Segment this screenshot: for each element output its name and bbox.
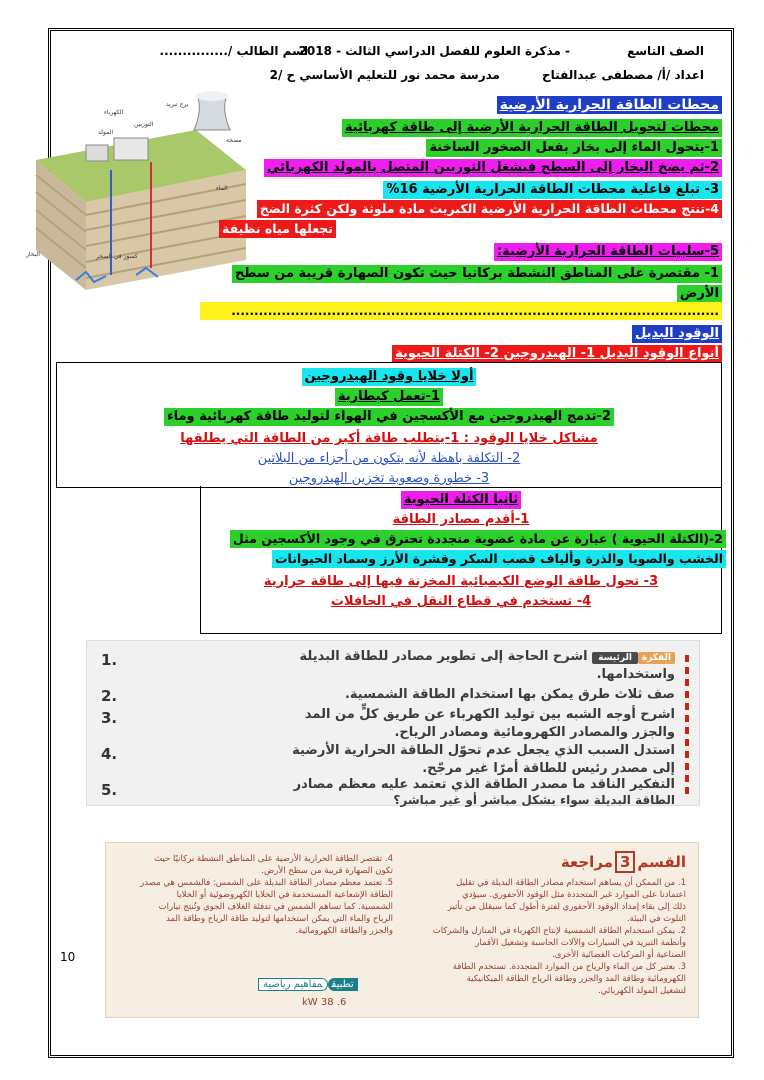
svg-text:الكهرباء: الكهرباء (104, 109, 124, 116)
svg-text:التوربين: التوربين (134, 121, 154, 128)
question-3-line-2: والجزر والمصادر الكهرومائية ومصادر الرياح. (394, 725, 675, 740)
header-school: مدرسة محمد نور للتعليم الأساسي ح /2 (269, 68, 500, 82)
hydrogen-line-4: 2- التكلفة باهظة لأنه يتكون من أجزاء من البلاتين (257, 451, 521, 466)
header-prepared-by: اعداد /أ/ مصطفى عبدالفتاح (542, 68, 704, 82)
question-3-line-1: اشرح أوجه الشبه بين توليد الكهرباء عن طريق كلٍّ من المد (304, 707, 675, 722)
svg-text:الماء: الماء (216, 185, 228, 192)
header-grade: الصف التاسع (627, 44, 704, 58)
geothermal-point-5b: الأرض (677, 285, 722, 303)
page-number: 10 (60, 950, 76, 964)
question-5-line-2: الطاقة البديلة سواء بشكل مباشر أو غير مباشر؟ (393, 793, 675, 807)
geothermal-point-4b: تجعلها مياه نظيفة (219, 220, 336, 238)
alt-fuel-types: أنواع الوقود البديل 1- الهيدروجين 2- الكتلة الحيوية (392, 345, 722, 363)
question-2: صف ثلاث طرق يمكن بها استخدام الطاقة الشمسية. (344, 687, 675, 702)
header-student-name: اسم الطالب /............... (159, 44, 308, 58)
question-5-line-1: التفكير الناقد ما مصدر الطاقة الذي تعتمد عليه معظم مصادر (293, 777, 675, 792)
svg-text:المولد: المولد (98, 129, 114, 136)
geothermal-point-5a: 1- مقتصرة على المناطق النشطة بركانيا حيث تكون الصهارة قريبة من سطح (232, 265, 722, 283)
geothermal-heading: محطات الطاقة الحرارية الأرضية (497, 94, 722, 114)
geothermal-point-4a: 4-تنتج محطات الطاقة الحرارية الأرضية الكبريت مادة ملوثة ولكن كثرة الضخ (257, 200, 722, 218)
svg-text:كسور في الصخر: كسور في الصخر (96, 253, 138, 260)
dashed-margin (685, 655, 689, 795)
question-1-line-2: واستخدامها. (596, 667, 675, 682)
biomass-line-3: الخشب والصويا والذرة وألياف قصب السكر وقشرة الأرز وسماد الحيوانات (272, 550, 726, 568)
answers-left-column: 4. تقتصر الطاقة الحرارية الأرضية على المناطق النشطة بركانيًا حيث تكون الصهارة قريبة من سطح الأرض. 5. تعتمد معظم مصادر الطاقة البديلة على الشمس: فالشمس هي مصدر الطاقة الإشعاعية المستخدمة في الخلايا الكهروضوئية أو الخلايا الشمسية. كما تساهم الشمس في تدفئة الغلاف الجوي وتُنتج تيارات الرياح والماء التي يمكن استخدامها لتوليد طاقة الرياح وطاقة المد والجزر والطاقة الكهرومائية. (140, 854, 393, 936)
geothermal-plant-illustration (16, 90, 252, 295)
question-4-line-1: استدل السبب الذي يجعل عدم تحوّل الطاقة الحرارية الأرضية (292, 743, 675, 758)
hydrogen-box (56, 362, 722, 488)
biomass-title: ثانيا الكتلة الحيوية (401, 491, 521, 509)
alt-fuel-heading: الوقود البديل (632, 325, 722, 343)
question-number: 5. (101, 781, 118, 799)
apply-math-badge: تطبيقمفاهيم رياضية (258, 979, 358, 990)
question-number: 3. (101, 709, 118, 727)
svg-text:برج تبريد: برج تبريد (166, 101, 189, 108)
hydrogen-line-1: 1-تعمل كبطارية (335, 388, 443, 406)
dotted-separator: ........................................................................................................... (200, 302, 722, 320)
question-number: 4. (101, 745, 118, 763)
svg-text:مضخة: مضخة (226, 137, 242, 144)
geothermal-point-3: 3- تبلغ فاعلية محطات الطاقة الحرارية الأرضية 16% (383, 181, 722, 199)
tag-idea: الفكرة (638, 652, 675, 664)
geothermal-point-2: 2-ثم يضخ البخار إلى السطح فيشغل التوربين المتصل بالمولد الكهربائي (264, 159, 722, 177)
biomass-line-4: 3- تحول طاقة الوضع الكيميائية المخزنة فيها إلى طاقة حرارية (263, 574, 659, 589)
svg-text:البخار: البخار (26, 251, 40, 258)
question-1-line-1: الفكرةالرئيسة اشرح الحاجة إلى تطوير مصادر للطاقة البديلة (300, 649, 675, 664)
hydrogen-line-5: 3- خطورة وصعوبة تخزين الهيدروجين (288, 471, 490, 486)
question-number: 2. (101, 687, 118, 705)
answers-right-column: 1. من الممكن أن يساهم استخدام مصادر الطاقة البديلة في تقليل اعتمادنا على الموارد غير المتجددة مثل الوقود الأحفوري. سيؤدي ذلك إلى بقاء إمداد الوقود الأحفوري لفترة أطول كما سيقلل من تأثير التلوث في البيئة. 2. يمكن استخدام الطاقة الشمسية لإنتاج الكهرباء في المنازل والشركات وأنظمة التبريد في السيارات والآلات الحاسبة وتشغيل الأقمار الصناعية أو المركبات الفضائية الأخرى. 3. يعتبر كل من الماء والرياح من الموارد المتجددة. تستخدم الطاقة الكهرومائية وطاقة المد والجزر وطاقة الرياح الطاقة الميكانيكية لتشغيل المولد الكهربائي. (432, 878, 686, 996)
geothermal-point-1: 1-يتحول الماء إلى بخار بفعل الصخور الساخنة (426, 139, 722, 157)
question-number: 1. (101, 651, 118, 669)
apply-answer: 6. 38 kW (302, 997, 347, 1008)
geothermal-sub: محطات لتحويل الطاقة الحرارية الأرضية إلى طاقة كهربائية (342, 119, 722, 137)
tag-main: الرئيسة (592, 652, 638, 664)
section-review-title: القسم3مراجعة (560, 853, 686, 871)
header-title: - مذكرة العلوم للفصل الدراسي الثالث - 2018 (298, 44, 570, 58)
hydrogen-line-2: 2-تدمج الهيدروجين مع الأكسجين في الهواء لتوليد طاقة كهربائية وماء (164, 408, 614, 426)
geothermal-point-5: 5-سلبيات الطاقة الحرارية الأرضية: (494, 243, 722, 261)
answers-panel (105, 842, 699, 1018)
review-questions-panel (86, 640, 700, 806)
question-4-line-2: إلى مصدر رئيس للطاقة أمرًا غير مرجّح. (422, 761, 675, 776)
biomass-line-5: 4- تستخدم في قطاع النقل في الحافلات (330, 594, 592, 609)
hydrogen-title: أولا خلايا وقود الهيدروجين (302, 368, 477, 386)
biomass-line-1: 1-أقدم مصادر الطاقة (392, 512, 530, 527)
hydrogen-problems: مشاكل خلايا الوقود : 1-يتطلب طاقة أكبر من الطاقة التي يطلقها (180, 431, 598, 446)
biomass-line-2: 2-(الكتلة الحيوية ) عبارة عن مادة عضوية متجددة تحترق في وجود الأكسجين مثل (230, 530, 726, 548)
